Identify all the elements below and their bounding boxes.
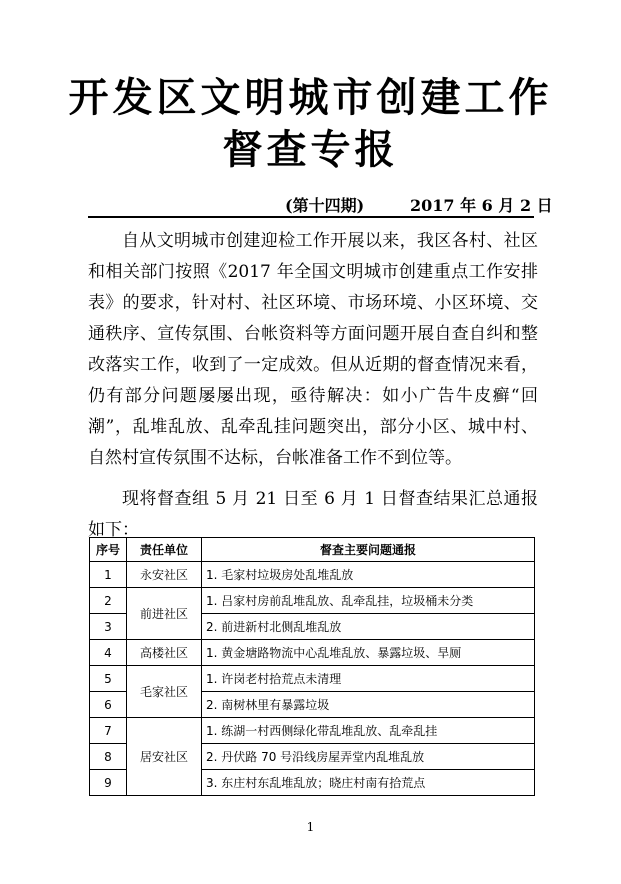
issue-date: 2017 年 6 月 2 日 — [410, 196, 553, 215]
issue-cell: 2. 丹伏路 70 号沿线房屋弄堂内乱堆乱放 — [202, 744, 535, 770]
table-header-row — [90, 538, 535, 562]
responsible-unit: 毛家社区 — [127, 666, 202, 718]
table-row — [90, 588, 535, 614]
issue-cell: 2. 前进新村北侧乱堆乱放 — [202, 614, 535, 640]
page-number: 1 — [306, 820, 315, 834]
issue-cell: 1. 吕家村房前乱堆乱放、乱牵乱挂，垃圾桶未分类 — [202, 588, 535, 614]
header-divider — [88, 216, 534, 218]
issue-number: (第十四期) — [285, 196, 365, 215]
issue-cell: 1. 毛家村垃圾房处乱堆乱放 — [202, 562, 535, 588]
table-row — [90, 640, 535, 666]
header-seq: 序号 — [90, 538, 127, 562]
issue-cell: 2. 南树林里有暴露垃圾 — [202, 692, 535, 718]
table-row — [90, 666, 535, 692]
responsible-unit: 高楼社区 — [127, 640, 202, 666]
summary-paragraph: 现将督查组 5 月 21 日至 6 月 1 日督查结果汇总通报如下： — [88, 489, 538, 540]
row-number: 4 — [90, 640, 127, 666]
table-row — [90, 562, 535, 588]
issue-cell: 3. 东庄村东乱堆乱放；晓庄村南有拾荒点 — [202, 770, 535, 796]
row-number: 9 — [90, 770, 127, 796]
responsible-unit: 前进社区 — [127, 588, 202, 640]
row-number: 5 — [90, 666, 127, 692]
table-row — [90, 718, 535, 744]
responsible-unit: 居安社区 — [127, 718, 202, 796]
header-unit: 责任单位 — [127, 538, 202, 562]
responsible-unit: 永安社区 — [127, 562, 202, 588]
report-title-line2: 督查专报 — [222, 126, 399, 173]
issue-cell: 1. 黄金塘路物流中心乱堆乱放、暴露垃圾、旱厕 — [202, 640, 535, 666]
report-title-line1: 开发区文明城市创建工作 — [68, 74, 553, 121]
row-number: 8 — [90, 744, 127, 770]
row-number: 2 — [90, 588, 127, 614]
issue-cell: 1. 许岗老村拾荒点未清理 — [202, 666, 535, 692]
intro-paragraph: 自从文明城市创建迎检工作开展以来，我区各村、社区和相关部门按照《2017 年全国文明城市创建重点工作安排表》的要求，针对村、社区环境、市场环境、小区环境、交通秩序、宣传氛围、台帐资料等方面问题开展自查自纠和整改落实工作，收到了一定成效。但从近期的督查情况来看，仍有部分问题屡屡出现，亟待解决：如小广告牛皮癣“回潮”，乱堆乱放、乱牵乱挂问题突出，部分小区、城中村、自然村宣传氛围不达标，台帐准备工作不到位等。 — [88, 231, 538, 468]
inspection-table — [89, 537, 535, 796]
issue-cell: 1. 练湖一村西侧绿化带乱堆乱放、乱牵乱挂 — [202, 718, 535, 744]
row-number: 7 — [90, 718, 127, 744]
row-number: 3 — [90, 614, 127, 640]
row-number: 1 — [90, 562, 127, 588]
header-issues: 督查主要问题通报 — [202, 538, 535, 562]
row-number: 6 — [90, 692, 127, 718]
